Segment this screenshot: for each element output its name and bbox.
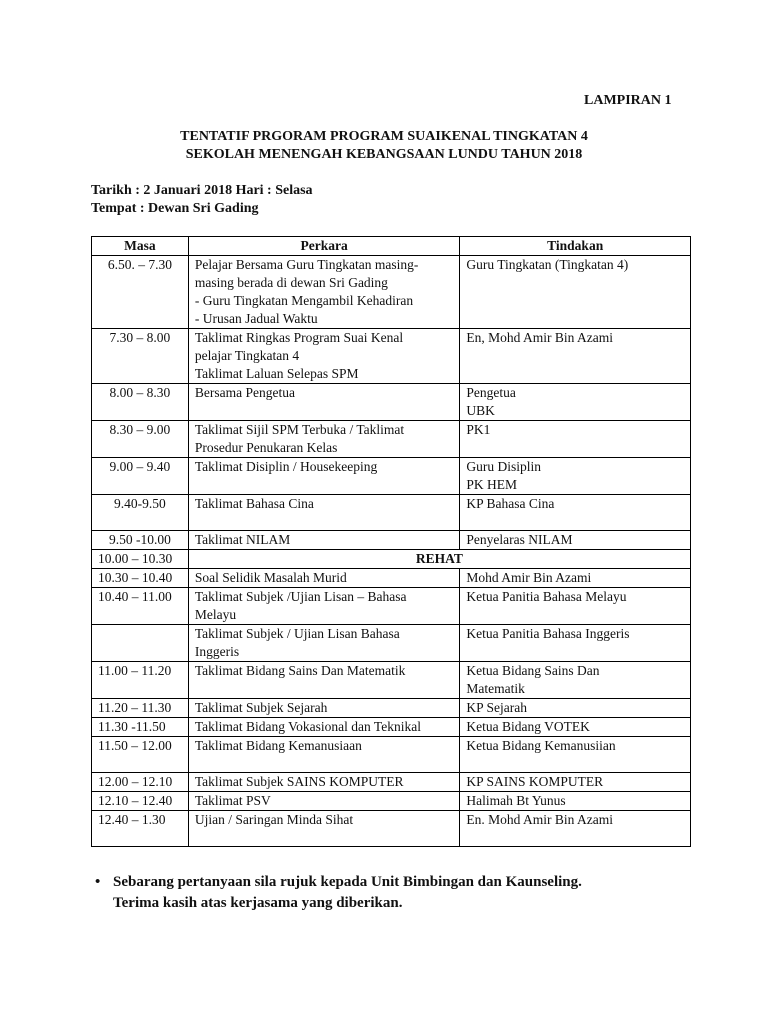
footer-line-1: Sebarang pertanyaan sila rujuk kepada Unit Bimbingan dan Kaunseling. [113,874,582,890]
perkara-line: Taklimat Disiplin / Housekeeping [194,459,378,474]
tindakan-line: Ketua Bidang Sains Dan [466,663,600,678]
cell-perkara [188,384,460,421]
tindakan-line: Pengetua [466,385,516,400]
cell-tindakan [460,662,691,699]
table-row [92,329,691,384]
cell-perkara [188,737,460,773]
table-row [92,384,691,421]
perkara-line: Taklimat Bahasa Cina [194,496,314,511]
cell-tindakan [460,699,691,718]
perkara-line: Taklimat Subjek Sejarah [194,700,328,715]
lampiran-label: LAMPIRAN 1 [584,93,672,108]
cell-perkara [188,588,460,625]
cell-tindakan [460,458,691,495]
date-line: Tarikh : 2 Januari 2018 Hari : Selasa [91,183,313,198]
cell-tindakan [460,737,691,773]
cell-perkara [188,531,460,550]
perkara-line: Prosedur Penukaran Kelas [194,440,338,455]
cell-masa: 11.00 – 11.20 [92,662,189,699]
tindakan-line: En. Mohd Amir Bin Azami [466,812,613,827]
perkara-line: Taklimat Sijil SPM Terbuka / Taklimat [194,422,405,437]
cell-masa: 8.00 – 8.30 [92,384,189,421]
tindakan-line: Penyelaras NILAM [466,532,573,547]
cell-masa: 9.00 – 9.40 [92,458,189,495]
table-row [92,421,691,458]
cell-tindakan [460,256,691,329]
bullet-icon: • [95,874,101,890]
table-row [92,662,691,699]
tindakan-line: KP Bahasa Cina [466,496,555,511]
table-row [92,458,691,495]
tindakan-line: Guru Tingkatan (Tingkatan 4) [466,257,629,272]
cell-perkara [188,773,460,792]
table-row [92,569,691,588]
cell-tindakan [460,811,691,847]
perkara-line: Taklimat Bidang Vokasional dan Teknikal [194,719,421,734]
tindakan-line: Halimah Bt Yunus [466,793,566,808]
cell-perkara [188,569,460,588]
cell-masa [92,625,189,662]
tindakan-line: KP Sejarah [466,700,527,715]
table-row [92,531,691,550]
cell-tindakan [460,329,691,384]
table-row [92,792,691,811]
cell-perkara [188,329,460,384]
footer-line-2: Terima kasih atas kerjasama yang diberikan. [113,895,403,911]
perkara-line: Taklimat Ringkas Program Suai Kenal [194,330,404,345]
cell-masa: 12.40 – 1.30 [92,811,189,847]
cell-masa: 10.40 – 11.00 [92,588,189,625]
title-line-2: SEKOLAH MENENGAH KEBANGSAAN LUNDU TAHUN 2018 [185,147,583,162]
perkara-line: - Guru Tingkatan Mengambil Kehadiran [194,293,414,308]
cell-masa: 12.10 – 12.40 [92,792,189,811]
cell-rehat: REHAT [188,550,690,569]
perkara-line: Taklimat Subjek SAINS KOMPUTER [194,774,404,789]
perkara-line: Bersama Pengetua [194,385,295,400]
table-header-row [92,237,691,256]
cell-masa: 10.30 – 10.40 [92,569,189,588]
cell-tindakan [460,625,691,662]
title-line-1: TENTATIF PRGORAM PROGRAM SUAIKENAL TINGKATAN 4 [180,129,588,144]
table-row [92,737,691,773]
cell-tindakan [460,718,691,737]
table-row [92,625,691,662]
tindakan-line: KP SAINS KOMPUTER [466,774,604,789]
cell-masa: 11.20 – 11.30 [92,699,189,718]
tindakan-line: UBK [466,403,495,418]
tindakan-line: Ketua Bidang Kemanusiian [466,738,616,753]
cell-perkara [188,699,460,718]
cell-perkara [188,792,460,811]
perkara-line: Taklimat Laluan Selepas SPM [194,366,359,381]
table-row [92,718,691,737]
cell-masa: 11.30 -11.50 [92,718,189,737]
tindakan-line: Guru Disiplin [466,459,542,474]
cell-perkara [188,811,460,847]
cell-masa: 9.50 -10.00 [92,531,189,550]
table-row [92,773,691,792]
cell-masa: 12.00 – 12.10 [92,773,189,792]
footer-note [95,872,582,914]
cell-masa: 11.50 – 12.00 [92,737,189,773]
cell-masa: 6.50. – 7.30 [92,256,189,329]
header-perkara: Perkara [188,237,460,256]
cell-tindakan [460,773,691,792]
perkara-line: Taklimat PSV [194,793,271,808]
perkara-line: Melayu [194,607,237,622]
perkara-line: Pelajar Bersama Guru Tingkatan masing- [194,257,419,272]
tindakan-line: Ketua Panitia Bahasa Melayu [466,589,627,604]
cell-tindakan [460,421,691,458]
document-title [0,128,768,164]
cell-perkara [188,718,460,737]
cell-perkara [188,458,460,495]
cell-tindakan [460,569,691,588]
perkara-line: pelajar Tingkatan 4 [194,348,300,363]
schedule-table [91,236,691,847]
tindakan-line: En, Mohd Amir Bin Azami [466,330,613,345]
cell-tindakan [460,792,691,811]
place-line: Tempat : Dewan Sri Gading [91,201,259,216]
perkara-line: Taklimat Bidang Sains Dan Matematik [194,663,406,678]
cell-masa: 7.30 – 8.00 [92,329,189,384]
cell-tindakan [460,588,691,625]
table-row [92,550,691,569]
table-row [92,588,691,625]
cell-masa: 8.30 – 9.00 [92,421,189,458]
perkara-line: Taklimat NILAM [194,532,291,547]
table-row [92,811,691,847]
tindakan-line: PK1 [466,422,491,437]
cell-masa: 9.40-9.50 [92,495,189,531]
perkara-line: Taklimat Subjek / Ujian Lisan Bahasa [194,626,400,641]
perkara-line: Soal Selidik Masalah Murid [194,570,347,585]
cell-masa: 10.00 – 10.30 [92,550,189,569]
perkara-line: Inggeris [194,644,240,659]
cell-perkara [188,421,460,458]
cell-tindakan [460,384,691,421]
cell-perkara [188,256,460,329]
table-row [92,699,691,718]
table-row [92,495,691,531]
perkara-line: Ujian / Saringan Minda Sihat [194,812,354,827]
header-tindakan: Tindakan [460,237,691,256]
cell-tindakan [460,531,691,550]
tindakan-line: Ketua Panitia Bahasa Inggeris [466,626,630,641]
cell-perkara [188,495,460,531]
perkara-line: Taklimat Subjek /Ujian Lisan – Bahasa [194,589,407,604]
perkara-line: - Urusan Jadual Waktu [194,311,318,326]
tindakan-line: PK HEM [466,477,518,492]
perkara-line: masing berada di dewan Sri Gading [194,275,388,290]
perkara-line: Taklimat Bidang Kemanusiaan [194,738,362,753]
cell-perkara [188,662,460,699]
table-row [92,256,691,329]
cell-perkara [188,625,460,662]
header-masa: Masa [92,237,189,256]
tindakan-line: Ketua Bidang VOTEK [466,719,590,734]
tindakan-line: Matematik [466,681,525,696]
tindakan-line: Mohd Amir Bin Azami [466,570,592,585]
cell-tindakan [460,495,691,531]
